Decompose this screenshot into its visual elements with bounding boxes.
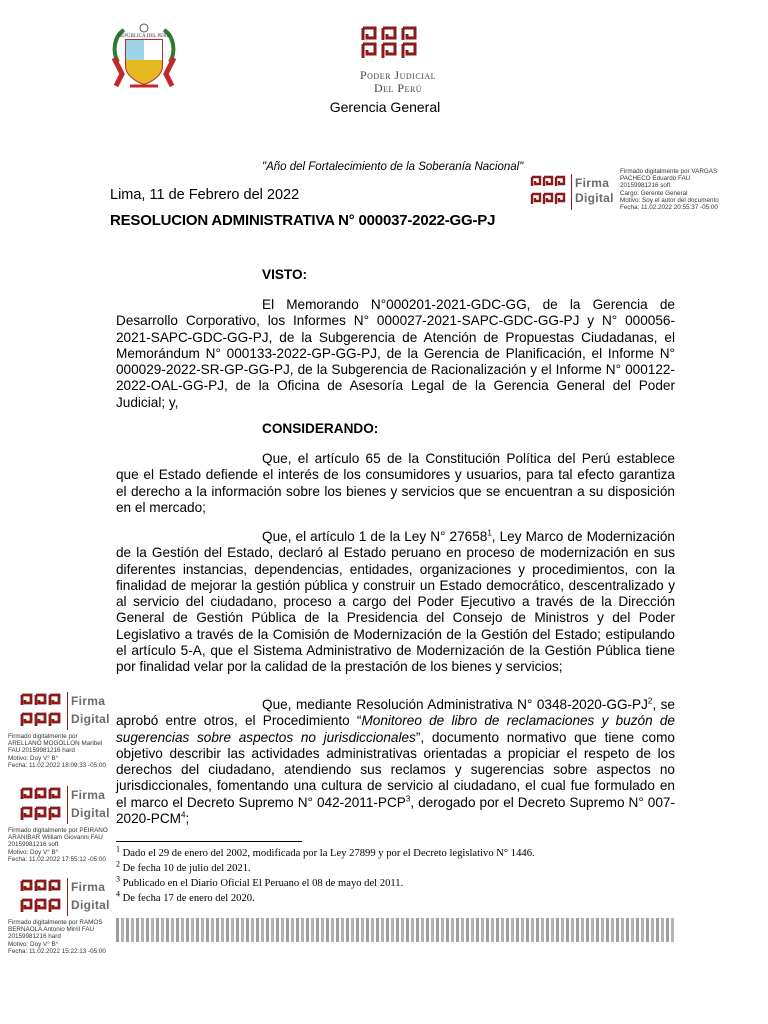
top-digital-signature: [530, 168, 768, 216]
footnote-separator: [116, 841, 302, 842]
signature-line: Motivo: Soy el autor del documento: [620, 196, 719, 204]
side-signature-1: [6, 690, 116, 772]
visto-paragraph: El Memorando N°000201-2021-GDC-GG, de la Gerencia de Desarrollo Corporativo, los Informes N° 000027-2021-SAPC-GDC-GG-PJ y N° 000056-2021-SAPC-GDC-GG-PJ, de la Subgerencia de Atención de Propuestas Ciudadanas, el Memorándum N° 000133-2022-GP-GG-PJ, de la Gerencia de Planificación, el Informe N° 000029-2022-SR-GP-GG-PJ, de la Subgerencia de Racionalización y el Informe N° 000122-2022-OAL-GG-PJ, de la Oficina de Asesoría Legal de la Gerencia General del Poder Judicial; y,: [116, 297, 675, 410]
year-motto: "Año del Fortalecimiento de la Soberanía Nacional": [262, 161, 524, 173]
footnotes: [116, 846, 676, 906]
signature-line: PACHECO Eduardo FAU: [620, 175, 691, 183]
digital-label: Digital: [575, 191, 614, 205]
signature-details: [620, 168, 768, 211]
considerando-paragraph-2: [116, 529, 675, 676]
signature-details: Firmado digitalmente por RAMOS BERNAOLA Antonio Mirril FAU 20159981216 hard Motivo: Doy V° B° Fecha: 11.02.2022 15:22:13 -05:00: [8, 919, 106, 955]
paragraph-text: , derogado por el Decreto Supremo N° 007-2020-PCM: [116, 794, 676, 827]
firma-label: Firma: [71, 694, 106, 708]
side-signature-3: [6, 876, 116, 958]
signature-line: Cargo: Gerente General: [620, 189, 688, 197]
signature-details: Firmado digitalmente por ARELLANO MOGOLLON Maribel FAU 20159981216 hard Motivo: Doy V° B° Fecha: 11.02.2022 18:09:33 -05:00: [8, 733, 106, 769]
firma-digital-emblem-icon: [20, 692, 64, 732]
svg-text:REPÚBLICA DEL PERÚ: REPÚBLICA DEL PERÚ: [117, 34, 171, 39]
digital-label: Digital: [71, 806, 110, 820]
firma-digital-emblem-icon: [530, 174, 568, 212]
signature-line: Firmado digitalmente por VARGAS: [620, 168, 718, 175]
paragraph-text: , Ley Marco de Modernización de la Gestión del Estado, declaró al Estado peruano en proceso de modernización en sus diferentes instancias, dependencias, entidades, organizaciones y procedimientos, con la finalidad de mejorar la gestión pública y construir un Estado democrático, descentralizado y al servicio del ciudadano, proceso a cargo del Poder Ejecutivo a través de la Dirección General de Gestión Pública de la Presidencia del Consejo de Ministros y del Poder Legislativo a través de la Comisión de Modernización de la Gestión del Estado; estipulando el artículo 5-A, que el Sistema Administrativo de Modernización de la Gestión Pública tiene por finalidad velar por la calidad de la prestación de los bienes y servicios;: [116, 529, 675, 675]
paragraph-text: Que, mediante Resolución Administrativa N° 0348-2020-GG-PJ: [262, 697, 648, 712]
paragraph-text: ”, documento normativo que tiene como objetivo describir las actividades administrativas orientadas a propiciar el respeto de los derechos del ciudadano, atendiendo sus reclamos y sugerencias sobre aspectos no jurisdiccionales, fomentando una cultura de servicio al ciudadano, el cual fue formulado en el marco el Decreto Supremo N° 042-2011-PCP: [116, 729, 675, 810]
side-signature-2: [6, 784, 116, 866]
footnote-item: $^4$ De fecha 17 de enero del 2020.: [116, 889, 255, 904]
resolution-title: RESOLUCION ADMINISTRATIVA N° 000037-2022-GG-PJ: [110, 212, 496, 229]
footnote-item: $^3$ Publicado en el Diario Oficial El Peruano el 08 de mayo del 2011.: [116, 874, 404, 889]
paragraph-text: Que, el artículo 1 de la Ley N° 27658: [262, 529, 488, 544]
digital-label: Digital: [71, 898, 110, 912]
footnote-item: $^1$ Dado el 29 de enero del 2002, modificada por la Ley 27899 y por el Decreto legislativo N° 1446.: [116, 844, 535, 859]
poder-judicial-emblem-icon: [359, 24, 419, 62]
department-name: Gerencia General: [329, 99, 441, 115]
place-date: Lima, 11 de Febrero del 2022: [110, 187, 300, 203]
institution-name-line2: Del Perú: [373, 81, 423, 95]
considerando-paragraph-1: Que, el artículo 65 de la Constitución Política del Perú establece que el Estado defiende el interés de los consumidores y usuarios, para tal efecto garantiza el derecho a la información sobre los bienes y servicios que se encuentran a su disposición en el mercado;: [116, 451, 675, 515]
verification-strip: [116, 918, 676, 942]
footnote-ref-1: 1: [487, 528, 492, 538]
footnote-ref-4: 4: [180, 810, 186, 820]
signature-line: 20159981216 soft: [620, 182, 671, 190]
footnote-item: $^2$ De fecha 10 de julio del 2021.: [116, 859, 251, 874]
poder-judicial-logo: [338, 24, 458, 96]
visto-heading: VISTO:: [262, 267, 308, 282]
procedure-name: Monitoreo de libro de reclamaciones y buzón de sugerencias sobre aspectos no jurisdiccionales: [116, 713, 675, 745]
firma-label: Firma: [71, 880, 106, 894]
footnote-ref-3: 3: [405, 794, 411, 804]
signature-details: Firmado digitalmente por PEIRANO ARANIBAR William Giovanni FAU 20159981216 soft Motivo: Doy V° B° Fecha: 11.02.2022 17:55:12 -05:00: [8, 827, 108, 863]
footnote-ref-2: 2: [647, 696, 653, 706]
firma-label: Firma: [575, 176, 610, 190]
peru-coat-of-arms-icon: [108, 22, 180, 92]
institution-name-line1: Poder Judicial: [359, 68, 436, 82]
firma-digital-emblem-icon: [20, 786, 64, 826]
paragraph-text: ;: [185, 811, 190, 827]
signature-line: Fecha: 11.02.2022 20:55:37 -05:00: [620, 204, 718, 212]
firma-digital-emblem-icon: [20, 878, 64, 918]
firma-label: Firma: [71, 788, 106, 802]
considerando-paragraph-3: [116, 697, 675, 827]
considerando-heading: CONSIDERANDO:: [262, 421, 379, 436]
paragraph-text: , se aprobó entre otros, el Procedimiento “: [116, 697, 675, 729]
digital-label: Digital: [71, 712, 110, 726]
